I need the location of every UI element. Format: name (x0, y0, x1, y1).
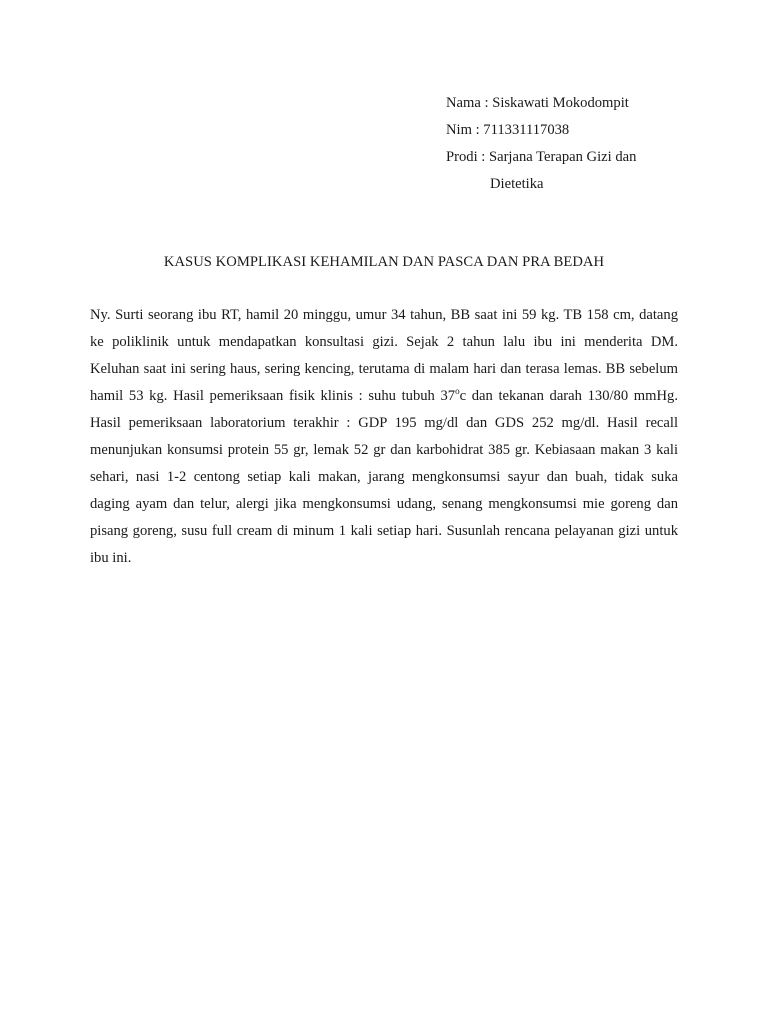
degree-superscript: o (455, 386, 460, 396)
case-paragraph (90, 302, 678, 572)
paragraph-line: ibu ini. (90, 550, 132, 566)
paragraph-line: Ny. Surti seorang ibu RT, hamil 20 minggu, umur 34 tahun, BB saat ini 59 kg. TB 158 cm, datang (90, 307, 678, 323)
paragraph-line: pisang goreng, susu full cream di minum 1 kali setiap hari. Susunlah rencana pelayanan gizi untuk (90, 523, 678, 539)
paragraph-line: ke poliklinik untuk mendapatkan konsultasi gizi. Sejak 2 tahun lalu ibu ini menderita DM. (90, 334, 678, 350)
paragraph-line (90, 383, 678, 410)
document-title: KASUS KOMPLIKASI KEHAMILAN DAN PASCA DAN PRA BEDAH (163, 254, 605, 270)
paragraph-line-part: hamil 53 kg. Hasil pemeriksaan fisik klinis : suhu tubuh 37 (90, 388, 456, 404)
student-info (446, 90, 706, 198)
paragraph-line: sehari, nasi 1-2 centong setiap kali makan, jarang mengkonsumsi sayur dan buah, tidak suka (90, 469, 678, 485)
student-name: Nama : Siskawati Mokodompit (446, 95, 629, 111)
paragraph-line: menunjukan konsumsi protein 55 gr, lemak 52 gr dan karbohidrat 385 gr. Kebiasaan makan 3 kali (90, 442, 678, 458)
student-prodi: Prodi : Sarjana Terapan Gizi dan (446, 149, 637, 165)
paragraph-line-part: c dan tekanan darah 130/80 mmHg. (459, 388, 678, 404)
student-prodi-continued: Dietetika (490, 176, 544, 192)
paragraph-line: Keluhan saat ini sering haus, sering kencing, terutama di malam hari dan terasa lemas. BB sebelum (90, 361, 678, 377)
paragraph-line: daging ayam dan telur, alergi jika mengkonsumsi udang, senang mengkonsumsi mie goreng dan (90, 496, 678, 512)
student-nim: Nim : 711331117038 (446, 122, 570, 138)
paragraph-line: Hasil pemeriksaan laboratorium terakhir : GDP 195 mg/dl dan GDS 252 mg/dl. Hasil recall (90, 415, 678, 431)
